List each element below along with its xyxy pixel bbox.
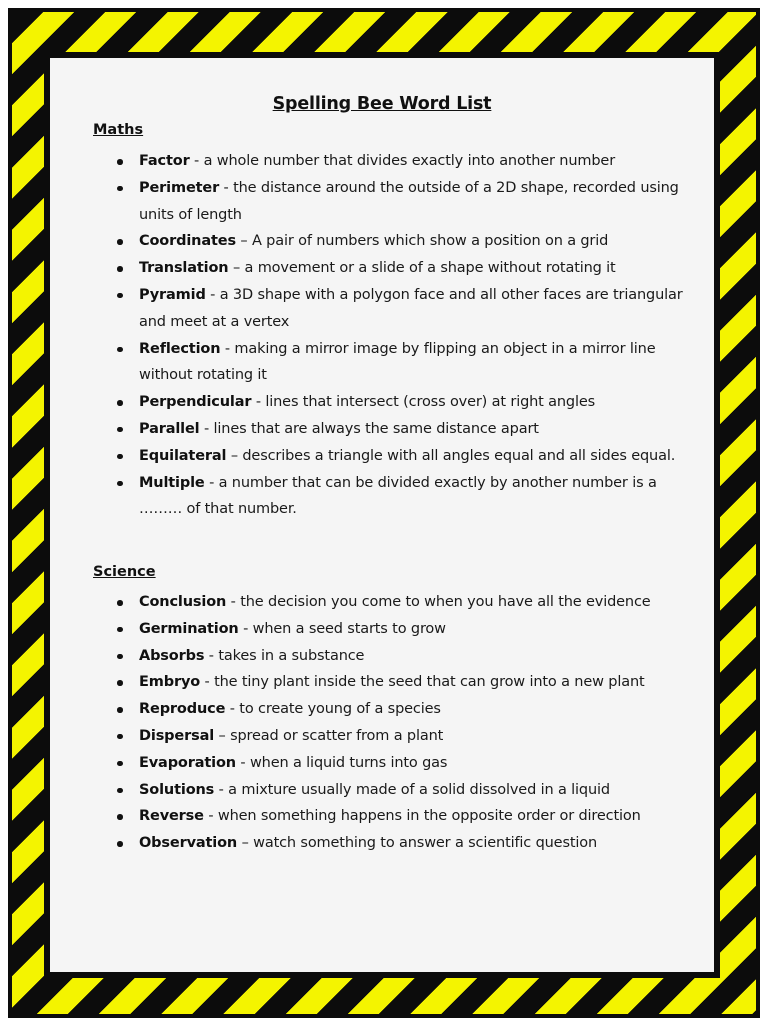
- term: Conclusion: [139, 594, 227, 610]
- list-item: [50, 148, 714, 175]
- term: Equilateral: [139, 447, 227, 464]
- list-item: [50, 389, 714, 416]
- term: Perpendicular: [139, 394, 252, 411]
- page-title: Spelling Bee Word List: [272, 94, 492, 114]
- list-item: [50, 255, 714, 282]
- term: Observation: [139, 835, 238, 852]
- list-item: [50, 750, 714, 777]
- definition: – spread or scatter from a plant: [214, 727, 444, 744]
- word-list-sheet: [44, 52, 720, 978]
- definition: - lines that intersect (cross over) at right angles: [251, 394, 596, 411]
- term: Absorbs: [139, 647, 205, 664]
- list-item: [50, 175, 714, 229]
- list-item: [50, 669, 714, 696]
- term: Solutions: [139, 781, 215, 798]
- definition: - a 3D shape with a polygon face and all other faces are triangular and meet at a vertex: [139, 286, 683, 330]
- definition: - the distance around the outside of a 2D shape, recorded using units of length: [139, 179, 679, 223]
- definition: - the tiny plant inside the seed that can grow into a new plant: [200, 674, 645, 691]
- term: Parallel: [139, 420, 200, 437]
- list-item: [50, 696, 714, 723]
- term: Translation: [139, 260, 229, 277]
- definition: - takes in a substance: [204, 647, 365, 664]
- term: Reverse: [139, 808, 204, 825]
- science-word-list: [50, 589, 714, 857]
- term: Reflection: [139, 340, 221, 357]
- definition: - when a seed starts to grow: [238, 620, 446, 637]
- term: Reproduce: [139, 701, 226, 718]
- definition: – A pair of numbers which show a position on a grid: [235, 233, 609, 250]
- definition: - a number that can be divided exactly by another number is a ……… of that number.: [139, 474, 657, 518]
- definition: - when a liquid turns into gas: [235, 754, 448, 771]
- list-item: [50, 589, 714, 616]
- term: Multiple: [139, 474, 205, 491]
- definition: – watch something to answer a scientific question: [237, 835, 598, 852]
- list-item: [50, 336, 714, 390]
- list-item: [50, 443, 714, 470]
- definition: - lines that are always the same distance apart: [199, 420, 539, 437]
- list-item: [50, 228, 714, 255]
- term: Coordinates: [139, 233, 236, 250]
- definition: - to create young of a species: [225, 701, 441, 718]
- maths-word-list: [50, 148, 714, 523]
- definition: - making a mirror image by flipping an object in a mirror line without rotating it: [139, 340, 656, 384]
- definition: – a movement or a slide of a shape without rotating it: [228, 260, 616, 277]
- list-item: [50, 830, 714, 857]
- term: Pyramid: [139, 286, 206, 303]
- definition: - a whole number that divides exactly into another number: [189, 153, 616, 169]
- list-item: [50, 416, 714, 443]
- section-heading-science: Science: [93, 564, 156, 580]
- term: Embryo: [139, 674, 201, 691]
- section-heading-maths: Maths: [93, 122, 144, 138]
- term: Perimeter: [139, 179, 220, 196]
- list-item: [50, 616, 714, 643]
- definition: - the decision you come to when you have all the evidence: [226, 594, 651, 610]
- definition: – describes a triangle with all angles equal and all sides equal.: [226, 447, 676, 464]
- list-item: [50, 643, 714, 670]
- list-item: [50, 282, 714, 336]
- list-item: [50, 803, 714, 830]
- term: Factor: [139, 153, 190, 169]
- term: Evaporation: [139, 754, 236, 771]
- definition: - a mixture usually made of a solid dissolved in a liquid: [214, 781, 610, 798]
- term: Dispersal: [139, 727, 215, 744]
- definition: - when something happens in the opposite order or direction: [203, 808, 641, 825]
- list-item: [50, 723, 714, 750]
- term: Germination: [139, 620, 239, 637]
- list-item: [50, 470, 714, 524]
- list-item: [50, 777, 714, 804]
